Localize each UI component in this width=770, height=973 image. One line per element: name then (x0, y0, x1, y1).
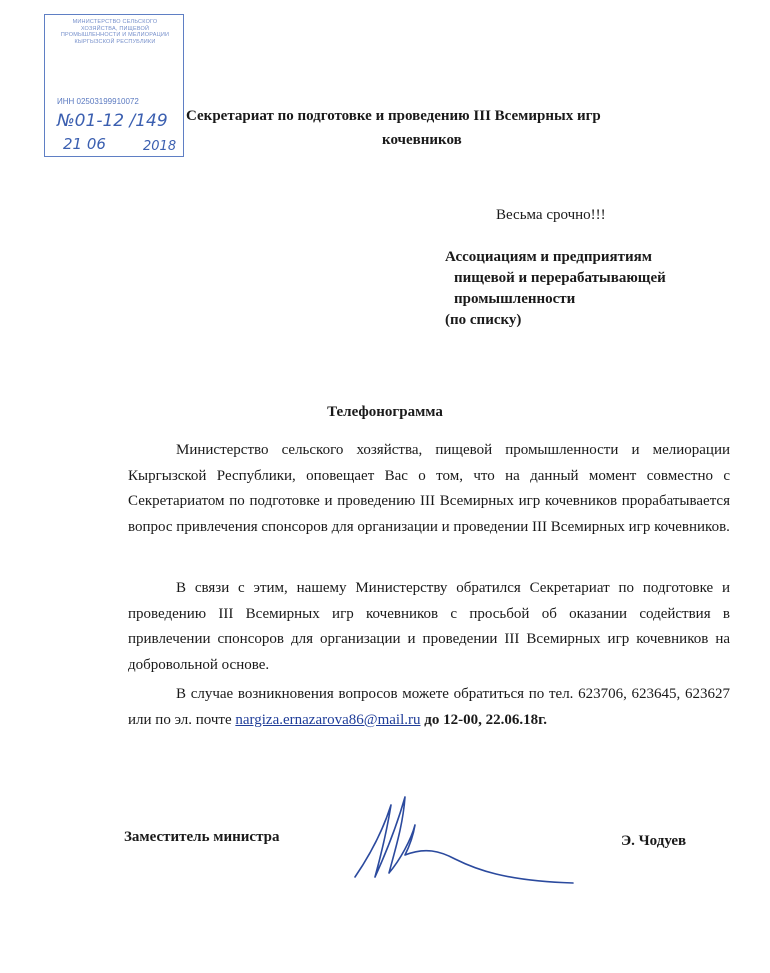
body-paragraph-2: В связи с этим, нашему Министерству обратился Секретариат по подготовке и проведению III Всемирных игр кочевников с просьбой об оказании содействия в привлечении спонсоров для организации и проведении III Всемирных игр кочевников на добровольной основе. (128, 580, 730, 673)
signer-name: Э. Чодуев (621, 833, 687, 849)
body-paragraph-3 (128, 682, 730, 733)
email-link[interactable]: nargiza.ernazarova86@mail.ru (235, 711, 421, 728)
stamp-reg-number: №01-12 /149 (57, 111, 168, 131)
urgent-note: Весьма срочно!!! (496, 207, 606, 223)
deadline-text: до 12-00, 22.06.18г. (420, 711, 547, 728)
registration-stamp (44, 14, 184, 157)
addressee-line1: Ассоциациям и предприятиям (445, 249, 652, 265)
contact-text: В случае возникновения вопросов можете обратиться по тел. 623706, 623645, 623627 или по эл. почте (128, 686, 730, 728)
addressee-line4: (по списку) (445, 312, 522, 328)
handwritten-signature (345, 785, 585, 905)
stamp-inn: ИНН 02503199910072 (57, 97, 139, 106)
stamp-year: 2018 (143, 139, 177, 154)
document-title: Телефонограмма (327, 404, 443, 420)
stamp-date: 21 06 (63, 135, 106, 153)
body-paragraph-1: Министерство сельского хозяйства, пищевой промышленности и мелиорации Кыргызской Республики, оповещает Вас о том, что на данный момент совместно с Секретариатом по подготовке и проведению III Всемирных игр кочевников прорабатывается вопрос привлечения спонсоров для организации и проведении III Всемирных игр кочевников. (128, 442, 730, 535)
header-title-line1: Секретариат по подготовке и проведению III Всемирных игр (186, 108, 601, 124)
stamp-org-text: МИНИСТЕРСТВО СЕЛЬСКОГО ХОЗЯЙСТВА, ПИЩЕВОЙ ПРОМЫШЛЕННОСТИ И МЕЛИОРАЦИИ КЫРГЫЗСКОЙ РЕСПУБЛИКИ (60, 19, 170, 45)
signer-role: Заместитель министра (124, 829, 280, 845)
addressee-line3: промышленности (454, 291, 576, 307)
addressee-line2: пищевой и перерабатывающей (454, 270, 666, 286)
header-title-line2: кочевников (382, 132, 462, 148)
addressee-block (445, 247, 755, 331)
recipient-header (186, 104, 706, 152)
